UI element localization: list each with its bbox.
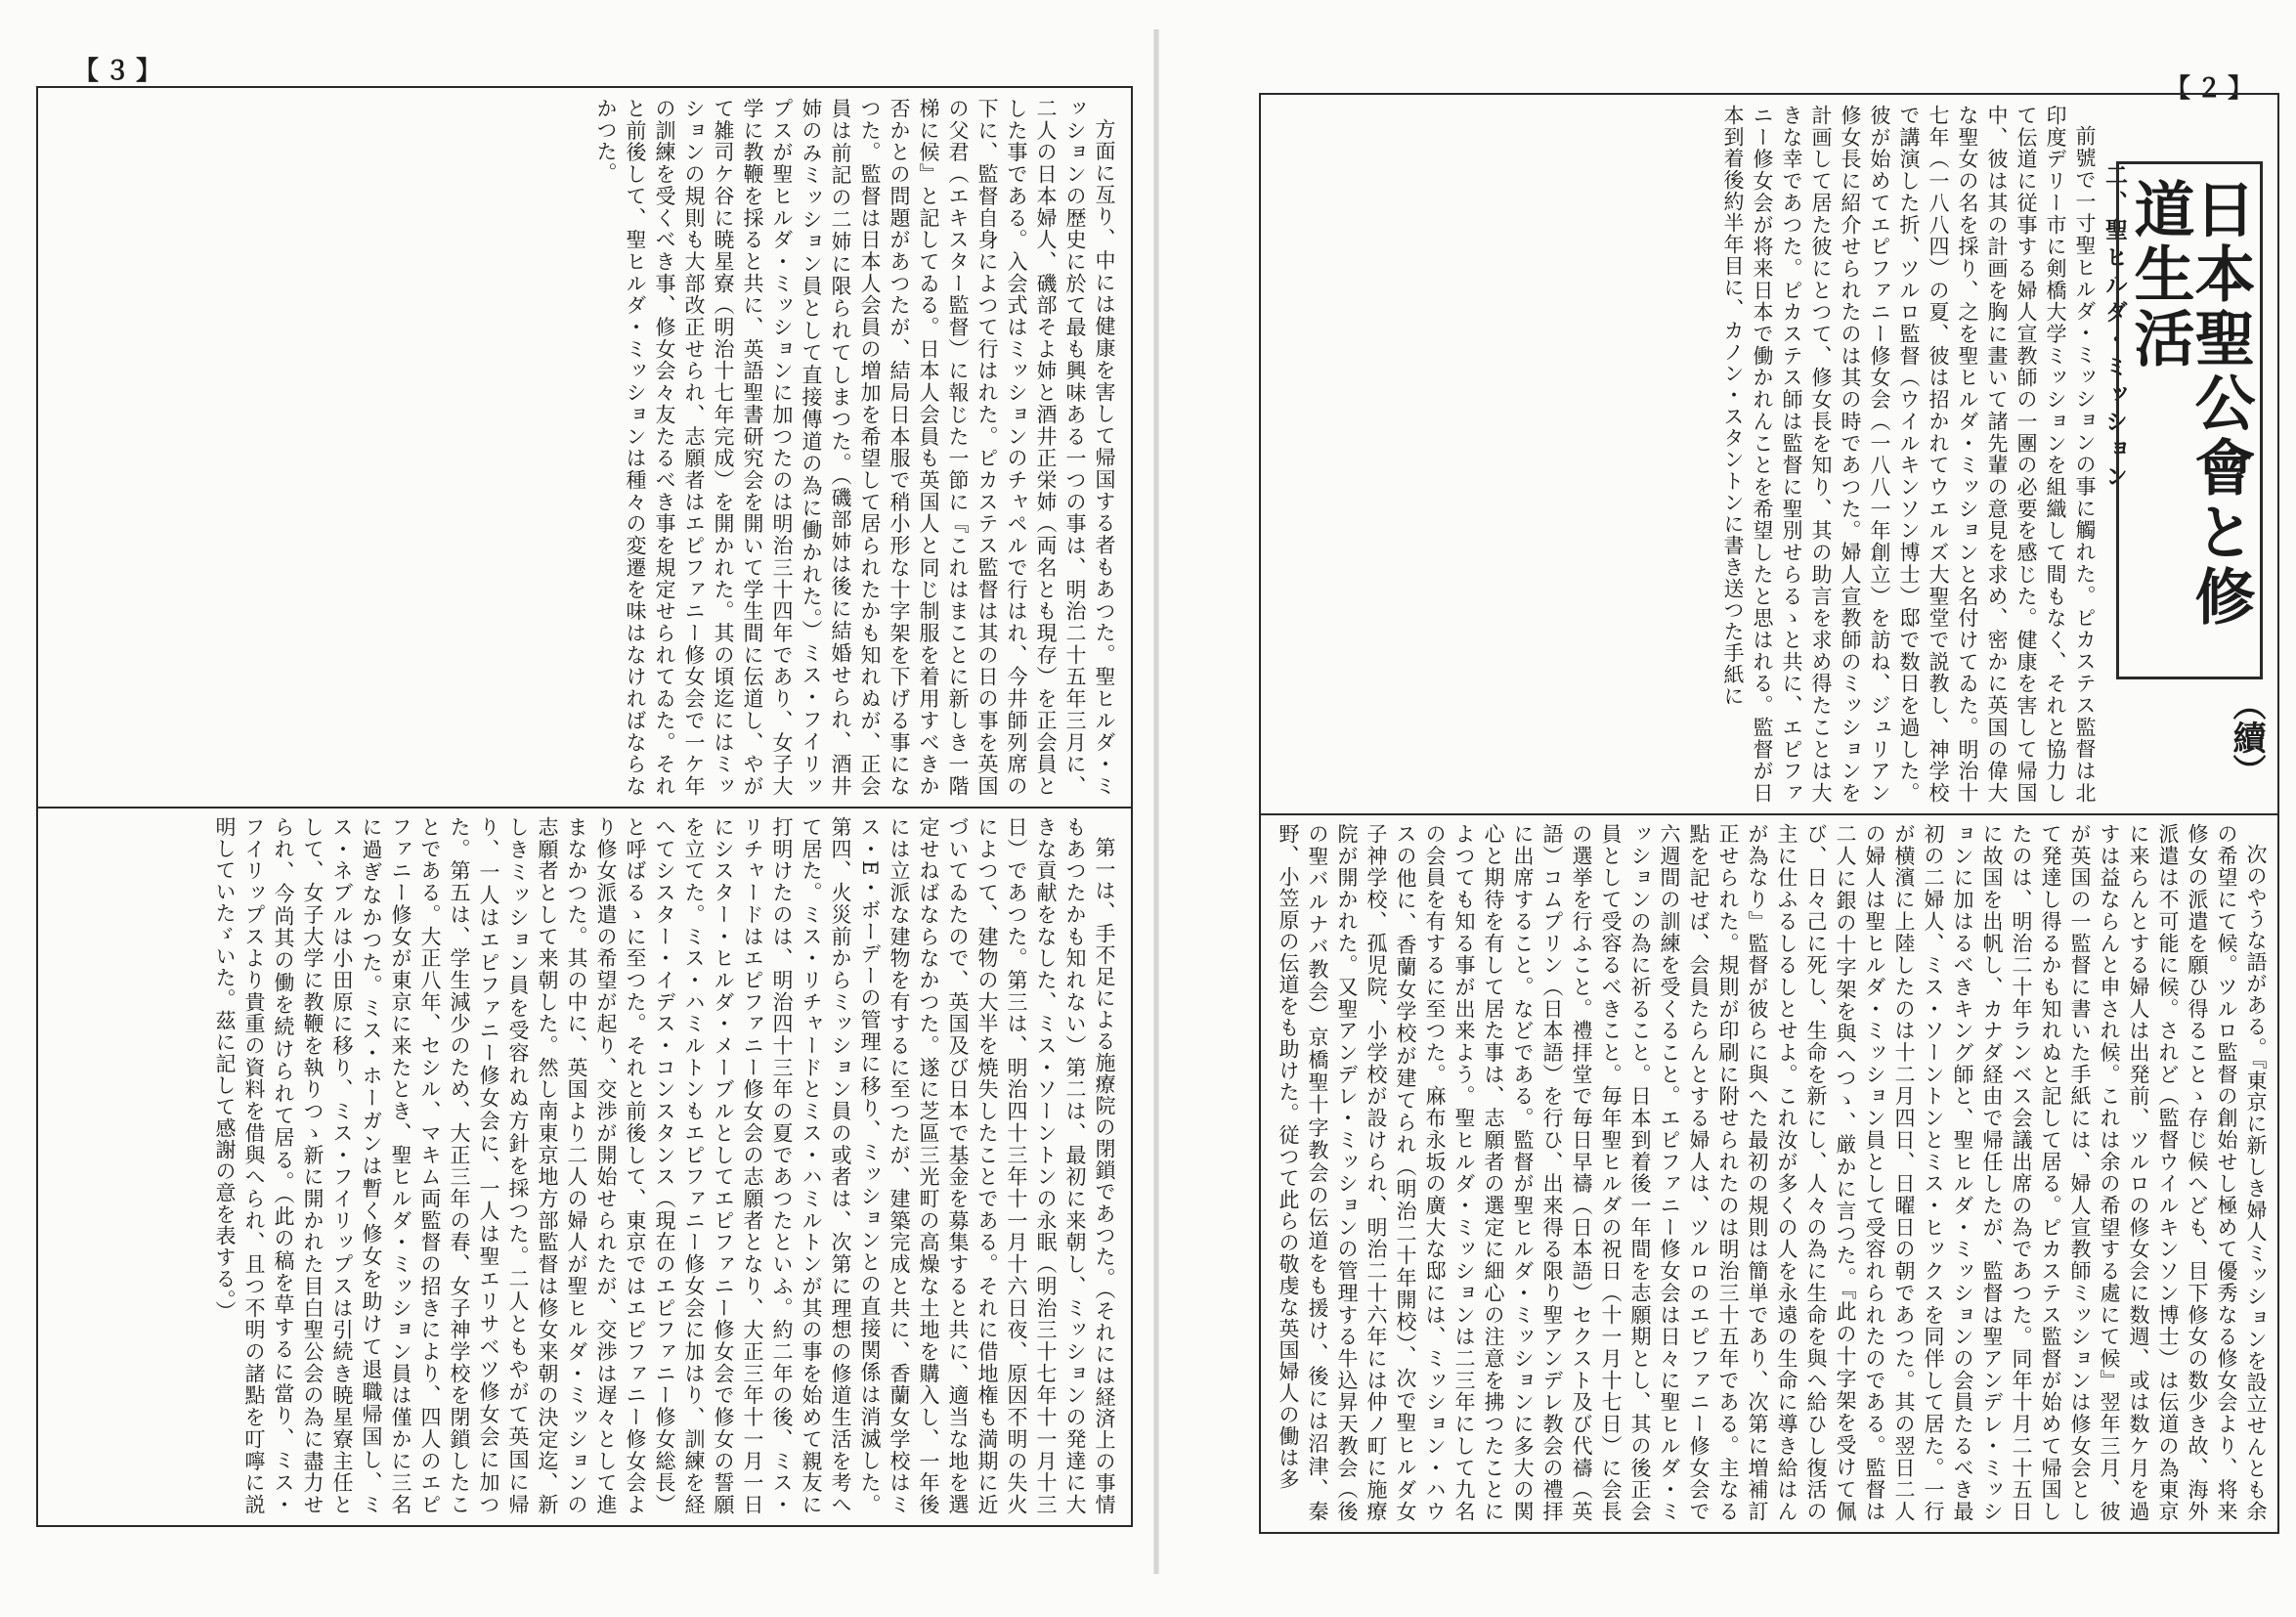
left-top-paragraph: 方面に亙り、中には健康を害して帰国する者もあつた。聖ヒルダ・ミッションの歴史に於て最も興味ある一つの事は、明治二十五年三月に、二人の日本婦人、磯部そよ姉と酒井正栄姉（両名とも現存）を正会員とした事である。入会式はミッションのチャペルで行はれ、今井師列席の下に、監督自身によつて行はれた。ピカステス監督は其の日の事を英国の父君（エキスター監督）に報じた一節に『これはまことに新しき一階梯に候』と記してゐる。日本人会員も英国人と同じ制服を着用すべきか否かとの問題があつたが、結局日本服で稍小形な十字架を下げる事になつた。監督は日本人会員の増加を希望して居られたかも知れぬが、正会員は前記の二姉に限られてしまつた。（磯部姉は後に結婚せられ、酒井姉のみミッション員として直接傳道の為に働かれた。）ミス・フイリップスが聖ヒルダ・ミッションに加つたのは明治三十四年であり、女子大学に教鞭を採ると共に、英語聖書研究会を開いて学生間に伝道し、やがて雑司ケ谷に暁星寮（明治十七年完成）を開かれた。其の頃迄にはミッションの規則も大部改正せられ、志願者はエピファニー修女会で一ケ年の訓練を受くべき事、修女会々友たるべき事を規定せられてゐた。それと前後して、聖ヒルダ・ミッションは種々の変遷を味はなければならなかつた。 — [594, 98, 1116, 797]
left-bottom-text — [50, 816, 1119, 1515]
right-page — [1153, 0, 2296, 1617]
page-number-right: 【２】 — [2165, 74, 2260, 104]
article-title: 日本聖公會と修道生活 — [2116, 161, 2263, 679]
article-title-block — [2124, 103, 2266, 787]
left-bottom-paragraph: 第一は、手不足による施療院の閉鎖であつた。（それには経済上の事情もあつたかも知れない）第二は、最初に来朝し、ミッションの発達に大きな貢献をなした、ミス・ソーントンの永眠（明治三十七年十一月十三日）であつた。第三は、明治四十三年十一月十六日夜、原因不明の失火によつて、建物の大半を焼失したことである。それに借地権も満期に近づいてゐたので、英国及び日本で基金を募集すると共に、適当な地を選定せねばならなかつた。遂に芝區三光町の高燥な土地を購入し、一年後には立派な建物を有するに至つたが、建築完成と共に、香蘭女学校はミス・E・ボーデーの管理に移り、ミッションとの直接関係は消滅した。第四、火災前からミッション員の或者は、次第に理想の修道生活を考へて居た。ミス・リチャードとミス・ハミルトンが其の事を始めて親友に打明けたのは、明治四十三年の夏であつたといふ。約二年の後、ミス・リチャードはエピファニー修女会の志願者となり、大正三年十一月一日にシスター・ヒルダ・メーブルとしてエピファニー修女会で修女の誓願を立てた。ミス・ハミルトンもエピファニー修女会に加はり、訓練を経へてシスター・イデス・コンスタンス（現在のエピファニー修女総長）と呼ばるゝに至つた。それと前後して、東京ではエピファニー修女会より修女派遣の希望が起り、交渉が開始せられたが、交渉は遅々として進まなかつた。其の中に、英国より二人の婦人が聖ヒルダ・ミッションの志願者として来朝した。然し南東京地方部監督は修女来朝の決定迄、新しきミッション員を受容れぬ方針を採つた。二人ともやがて英国に帰り、一人はエピファニー修女会に、一人は聖エリサベツ修女会に加つた。第五は、学生減少のため、大正三年の春、女子神学校を閉鎖したことである。大正八年、セシル、マキム両監督の招きにより、四人のエピファニー修女が東京に来たとき、聖ヒルダ・ミッション員は僅かに三名に過ぎなかつた。ミス・ホーガンは暫く修女を助けて退職帰国し、ミス・ネブルは小田原に移り、ミス・フイリップスは引続き暁星寮主任として、女子大学に教鞭を執りつゝ新に開かれた目白聖公会の為に盡力せられ、今尚其の働を続けられて居る。（此の稿を草するに當り、ミス・フイリップスより貴重の資料を借與へられ、且つ不明の諸點を叮嚀に説明していたゞいた。茲に記して感謝の意を表する。） — [213, 816, 1116, 1515]
right-top-text — [1269, 105, 2129, 804]
left-top-text — [50, 98, 1119, 797]
page-number-left: 【３】 — [73, 57, 168, 86]
left-text-frame — [36, 86, 1133, 1527]
right-bottom-paragraph: 次のやうな語がある。『東京に新しき婦人ミッションを設立せんとも余の希望にて候。ツルロ監督の創始せし極めて優秀なる修女会より、将来修女の派遣を願ひ得ることゝ存じ候へども、目下修女の数少き故、海外派遣は不可能に候。されど（監督ウイルキンソン博士）は伝道の為東京に来らんとする婦人は出発前、ツルロの修女会に数週、或は数ケ月を過すは益ならんと申され候。これは余の希望する處にて候』翌年三月、彼が英国の一監督に書いた手紙には、婦人宣教師ミッションは修女会として発達し得るかも知れぬと記して居る。ピカステス監督が始めて帰国したのは、明治二十年ランベス会議出席の為であつた。同年十月二十五日に故国を出帆し、カナダ経由で帰任したが、監督は聖アンデレ・ミッションに加はるべきキング師と、聖ヒルダ・ミッションの会員たるべき最初の二婦人、ミス・ソーントンとミス・ヒックスを同伴して居た。一行が横濱に上陸したのは十二月四日、日曜日の朝であつた。其の翌日二人の婦人は聖ヒルダ・ミッション員として受容れられたのである。監督は二人に銀の十字架を與へつゝ、厳かに言つた。『此の十字架を受けて佩び、日々己に死し、生命を新にし、人々の為に生命を與へ給ひし復活の主に仕ふるしるしとせよ。これ汝が多くの人を永遠の生命に導き給はんが為なり』監督が彼らに與へた最初の規則は簡単であり、次第に増補訂正せられた。規則が印刷に附せられたのは明治三十五年である。主なる點を記せば、会員たらんとする婦人は、ツルロのエピファニー修女会で六週間の訓練を受くること。エピファニー修女会は日々に聖ヒルダ・ミッションの為に祈ること。日本到着後一年間を志願期とし、其の後正会員として受容るべきこと。毎年聖ヒルダの祝日（十一月十七日）に会長の選挙を行ふこと。禮拝堂で毎日早禱（日本語）セクスト及び代禱（英語）コムプリン（日本語）を行ひ、出来得る限り聖アンデレ教会の禮拝に出席すること。などである。監督が聖ヒルダ・ミッションに多大の関心と期待を有して居た事は、志願者の選定に細心の注意を拂つたことによつても知る事が出来よう。聖ヒルダ・ミッションは二三年にして九名の会員を有するに至つた。麻布永坂の廣大な邸には、ミッション・ハウスの他に、香蘭女学校が建てられ（明治二十年開校）、次で聖ヒルダ女子神学校、孤児院、小学校が設けられ、明治二十六年には仲ノ町に施療院が開かれた。又聖アンデレ・ミッションの管理する牛込昇天教会（後の聖バルナバ教会）京橋聖十字教会の伝道をも援け、後には沼津、秦野、小笠原の伝道をも助けた。従つて此らの敬虔な英国婦人の働は多 — [1277, 823, 2268, 1522]
left-divider — [38, 807, 1131, 808]
article-title-suffix: （續） — [2227, 687, 2266, 787]
right-text-frame — [1259, 93, 2279, 1534]
right-top-paragraph: 前號で一寸聖ヒルダ・ミッションの事に觸れた。ピカステス監督は北印度デリー市に剣橋大学ミッションを組織して間もなく、それと協力して伝道に従事する婦人宣教師の一團の必要を感じた。健康を害して帰国中、彼は其の計画を胸に畫いて諸先輩の意見を求め、密かに英国の偉大な聖女の名を採り、之を聖ヒルダ・ミッションと名付けてゐた。明治十七年（一八八四）の夏、彼は招かれてウエルズ大聖堂で説教し、神学校で講演した折、ツルロ監督（ウイルキンソン博士）邸で数日を過した。彼が始めてエピファニー修女会（一八八一年創立）を訪ね、ジュリアン修女長に紹介せられたのは其の時であつた。婦人宣教師のミッションを計画して居た彼にとつて、修女長を知り、其の助言を求め得たことは大きな幸であつた。ピカステス師は監督に聖別せらるゝと共に、エピファニー修女会が将来日本で働かれんことを希望したと思はれる。監督が日本到着後約半年目に、カノン・スタントンに書き送つた手紙に — [1721, 105, 2097, 804]
right-bottom-text — [1269, 823, 2271, 1522]
right-divider — [1261, 813, 2277, 815]
section-heading: 二、聖ヒルダ・ミッション — [2101, 163, 2127, 492]
